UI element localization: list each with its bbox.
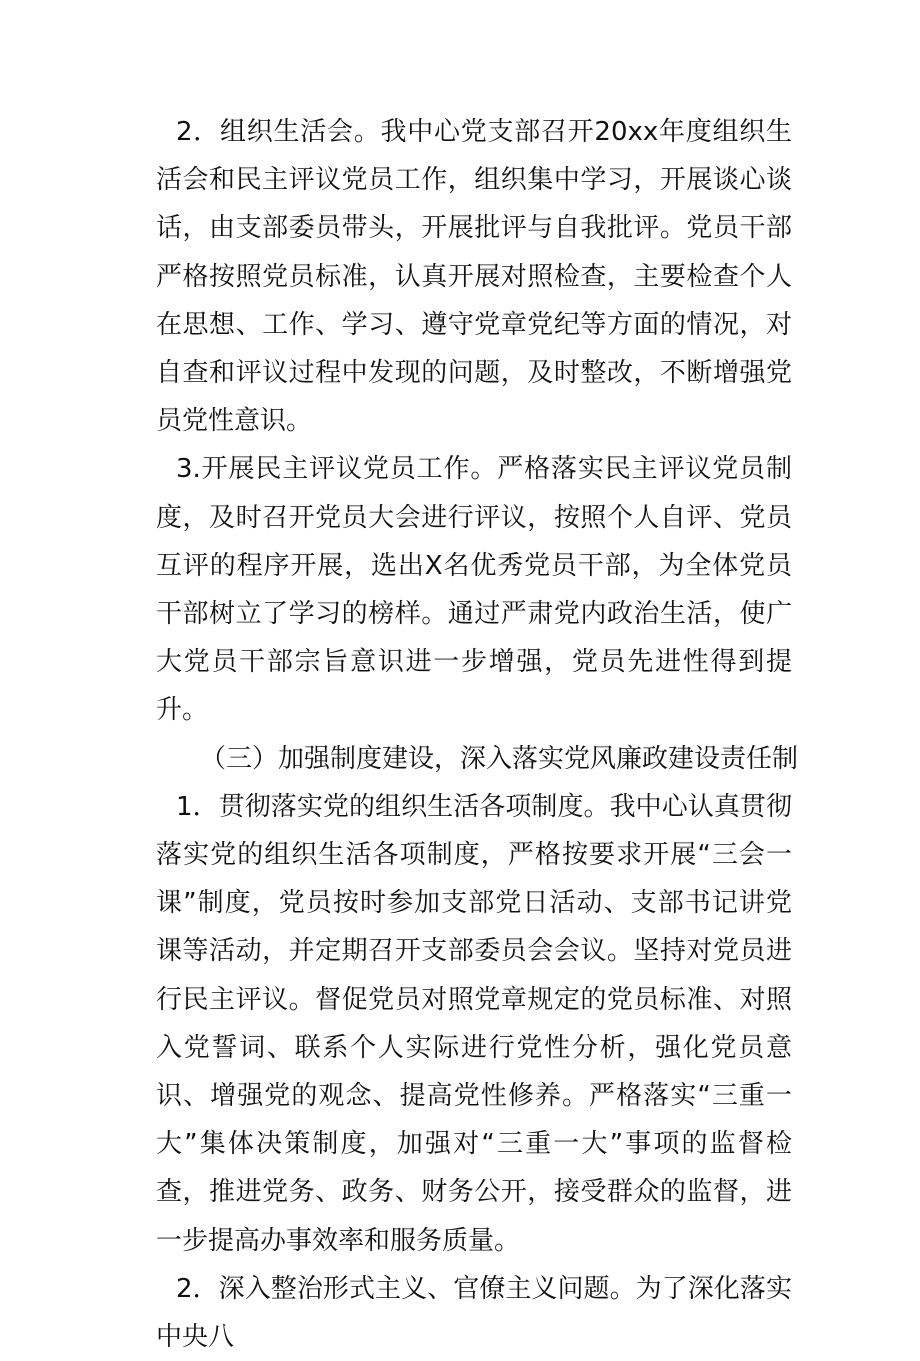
paragraph-formalism-bureaucratism: 2．深入整治形式主义、官僚主义问题。为了深化落实中央八 — [156, 1273, 792, 1353]
document-body — [156, 108, 799, 1361]
paragraph-implement-system: 1．贯彻落实党的组织生活各项制度。我中心认真贯彻落实党的组织生活各项制度，严格按要求开展“三会一课”制度，党员按时参加支部党日活动、支部书记讲党课等活动，并定期召开支部委员会会议。坚持对党员进行民主评议。督促党员对照党章规定的党员标准、对照入党誓词、联系个人实际进行党性分析，强化党员意识、增强党的观念、提高党性修养。严格落实“三重一大”集体决策制度，加强对“三重一大”事项的监督检查，推进党务、政务、财务公开，接受群众的监督，进一步提高办事效率和服务质量。 — [156, 791, 792, 1256]
paragraph-democratic-review: 3.开展民主评议党员工作。严格落实民主评议党员制度，及时召开党员大会进行评议，按照个人自评、党员互评的程序开展，选出X名优秀党员干部，为全体党员干部树立了学习的榜样。通过严肃党内政治生活，使广大党员干部宗旨意识进一步增强，党员先进性得到提升。 — [156, 454, 792, 726]
section-heading: （三）加强制度建设，深入落实党风廉政建设责任制 — [200, 743, 799, 774]
paragraph-organizational-life-meeting: 2．组织生活会。我中心党支部召开20xx年度组织生活会和民主评议党员工作，组织集中学习，开展谈心谈话，由支部委员带头，开展批评与自我批评。党员干部严格按照党员标准，认真开展对照检查，主要检查个人在思想、工作、学习、遵守党章党纪等方面的情况，对自查和评议过程中发现的问题，及时整改，不断增强党员党性意识。 — [156, 117, 792, 437]
